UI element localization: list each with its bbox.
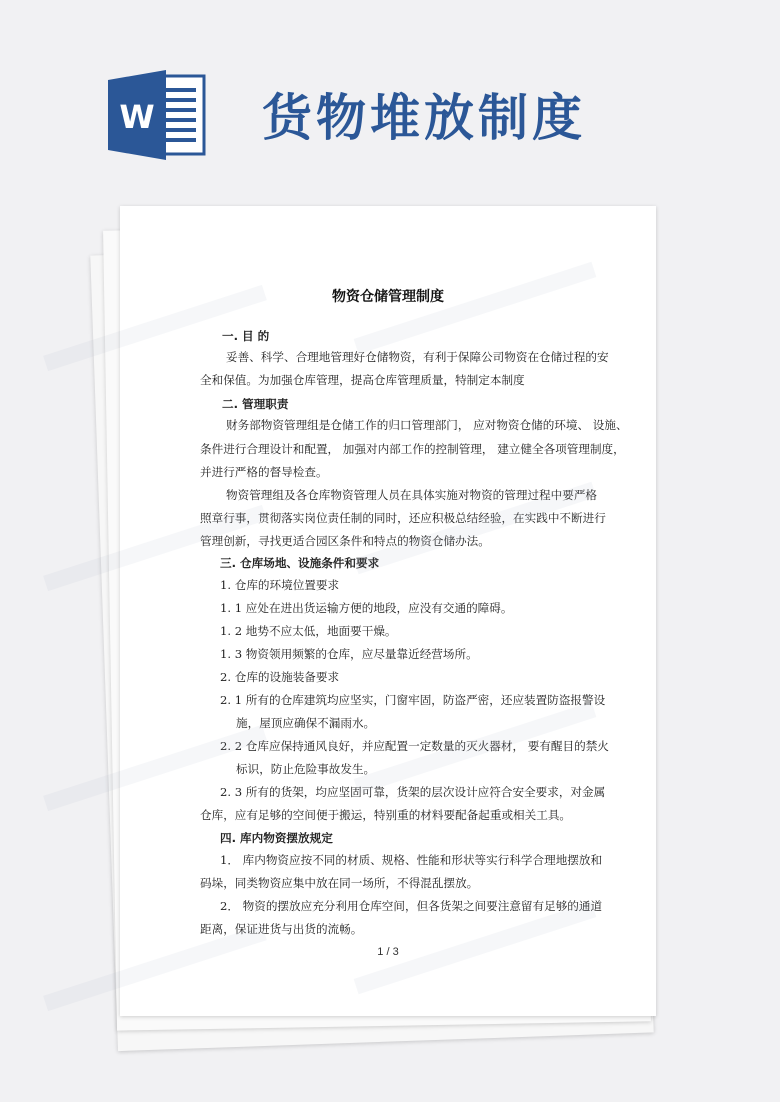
list-item: 2． 物资的摆放应充分利用仓库空间，但各货架之间要注意留有足够的通道 bbox=[220, 899, 603, 913]
body-line: 条件进行合理设计和配置， 加强对内部工作的控制管理， 建立健全各项管理制度， bbox=[200, 442, 625, 456]
section-heading: 二. 管理职责 bbox=[222, 397, 289, 411]
body-line: 并进行严格的督导检查。 bbox=[200, 465, 328, 479]
section-heading: 三. 仓库场地、设施条件和要求 bbox=[220, 556, 380, 570]
header-banner bbox=[0, 0, 780, 205]
document-page bbox=[120, 206, 656, 1016]
body-line: 标识，防止危险事故发生。 bbox=[236, 762, 376, 776]
list-item: 2. 3 所有的货架，均应坚固可靠，货架的层次设计应符合安全要求，对金属 bbox=[220, 785, 606, 799]
body-line: 妥善、科学、合理地管理好仓储物资，有利于保障公司物资在仓储过程的安 bbox=[226, 350, 609, 364]
body-line: 财务部物资管理组是仓储工作的归口管理部门， 应对物资仓储的环境、 设施、 bbox=[226, 418, 628, 432]
document-title: 货物堆放制度 bbox=[262, 89, 586, 147]
list-item: 2. 仓库的设施装备要求 bbox=[220, 670, 340, 684]
list-item: 2. 1 所有的仓库建筑均应坚实，门窗牢固，防盗严密，还应装置防盗报警设 bbox=[220, 693, 606, 707]
list-item: 1. 仓库的环境位置要求 bbox=[220, 578, 340, 592]
list-item: 1． 库内物资应按不同的材质、规格、性能和形状等实行科学合理地摆放和 bbox=[220, 853, 603, 867]
body-line: 距离，保证进货与出货的流畅。 bbox=[200, 922, 363, 936]
body-line: 照章行事，贯彻落实岗位责任制的同时，还应积极总结经验，在实践中不断进行 bbox=[200, 511, 606, 525]
body-line: 管理创新，寻找更适合园区条件和特点的物资仓储办法。 bbox=[200, 534, 490, 548]
body-line: 仓库，应有足够的空间便于搬运，特别重的材料要配备起重或相关工具。 bbox=[200, 808, 572, 822]
section-heading: 一. 目 的 bbox=[222, 329, 270, 343]
body-line: 全和保值。为加强仓库管理，提高仓库管理质量，特制定本制度 bbox=[200, 373, 525, 387]
body-line: 物资管理组及各仓库物资管理人员在具体实施对物资的管理过程中要严格 bbox=[226, 488, 598, 502]
word-logo-icon bbox=[108, 68, 208, 162]
section-heading: 四. 库内物资摆放规定 bbox=[220, 831, 333, 845]
list-item: 1. 3 物资领用频繁的仓库，应尽量靠近经营场所。 bbox=[220, 647, 478, 661]
logo-letter: W bbox=[119, 98, 155, 136]
list-item: 1. 1 应处在进出货运输方便的地段，应没有交通的障碍。 bbox=[220, 601, 513, 615]
list-item: 2. 2 仓库应保持通风良好，并应配置一定数量的灭火器材， 要有醒目的禁火 bbox=[220, 739, 609, 753]
body-line: 码垛，同类物资应集中放在同一场所，不得混乱摆放。 bbox=[200, 876, 479, 890]
page-title: 物资仓储管理制度 bbox=[332, 289, 444, 305]
body-line: 施，屋顶应确保不漏雨水。 bbox=[236, 716, 376, 730]
list-item: 1. 2 地势不应太低，地面要干燥。 bbox=[220, 624, 397, 638]
page-number: 1 / 3 bbox=[377, 946, 399, 958]
